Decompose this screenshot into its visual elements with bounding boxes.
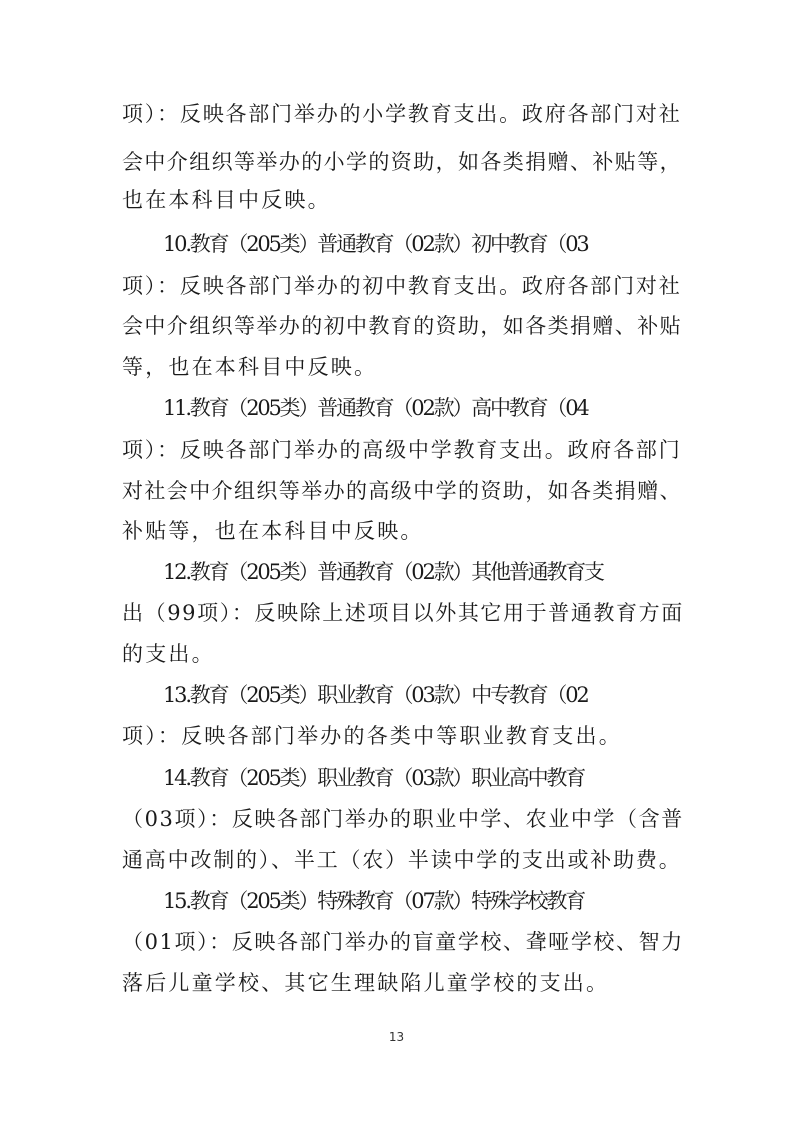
text-line: 出（99项）：反映除上述项目以外其它用于普通教育方面 [122, 601, 684, 625]
text-line: 11.教育（205类）普通教育（02款）高中教育（04 [163, 396, 588, 420]
text-line: 项）：反映各部门举办的初中教育支出。政府各部门对社 [122, 274, 682, 298]
text-line: 也在本科目中反映。 [122, 188, 331, 212]
text-line: （03项）：反映各部门举办的职业中学、农业中学（含普 [122, 807, 684, 831]
text-line: 10.教育（205类）普通教育（02款）初中教育（03 [163, 232, 588, 256]
text-line: 15.教育（205类）特殊教育（07款）特殊学校教育 [163, 889, 584, 913]
text-line: 14.教育（205类）职业教育（03款）职业高中教育 [163, 766, 584, 790]
text-line: 项）：反映各部门举办的各类中等职业教育支出。 [122, 724, 622, 748]
text-line: 会中介组织等举办的小学的资助，如各类捐赠、补贴等， [122, 150, 682, 174]
text-line: （01项）：反映各部门举办的盲童学校、聋哑学校、智力 [122, 930, 684, 954]
text-line: 项）：反映各部门举办的高级中学教育支出。政府各部门 [122, 438, 682, 462]
text-line: 项）：反映各部门举办的小学教育支出。政府各部门对社 [122, 102, 682, 126]
text-line: 通高中改制的）、半工（农）半读中学的支出或补助费。 [122, 848, 682, 872]
page-number: 13 [388, 1030, 405, 1044]
text-line: 对社会中介组织等举办的高级中学的资助，如各类捐赠、 [122, 479, 682, 503]
text-line: 落后儿童学校、其它生理缺陷儿童学校的支出。 [122, 971, 610, 995]
text-line: 会中介组织等举办的初中教育的资助，如各类捐赠、补贴 [122, 314, 682, 338]
text-line: 12.教育（205类）普通教育（02款）其他普通教育支 [163, 560, 603, 584]
text-line: 补贴等，也在本科目中反映。 [122, 519, 424, 543]
text-line: 等，也在本科目中反映。 [122, 355, 378, 379]
text-line: 的支出。 [122, 642, 215, 666]
text-line: 13.教育（205类）职业教育（03款）中专教育（02 [163, 683, 588, 707]
